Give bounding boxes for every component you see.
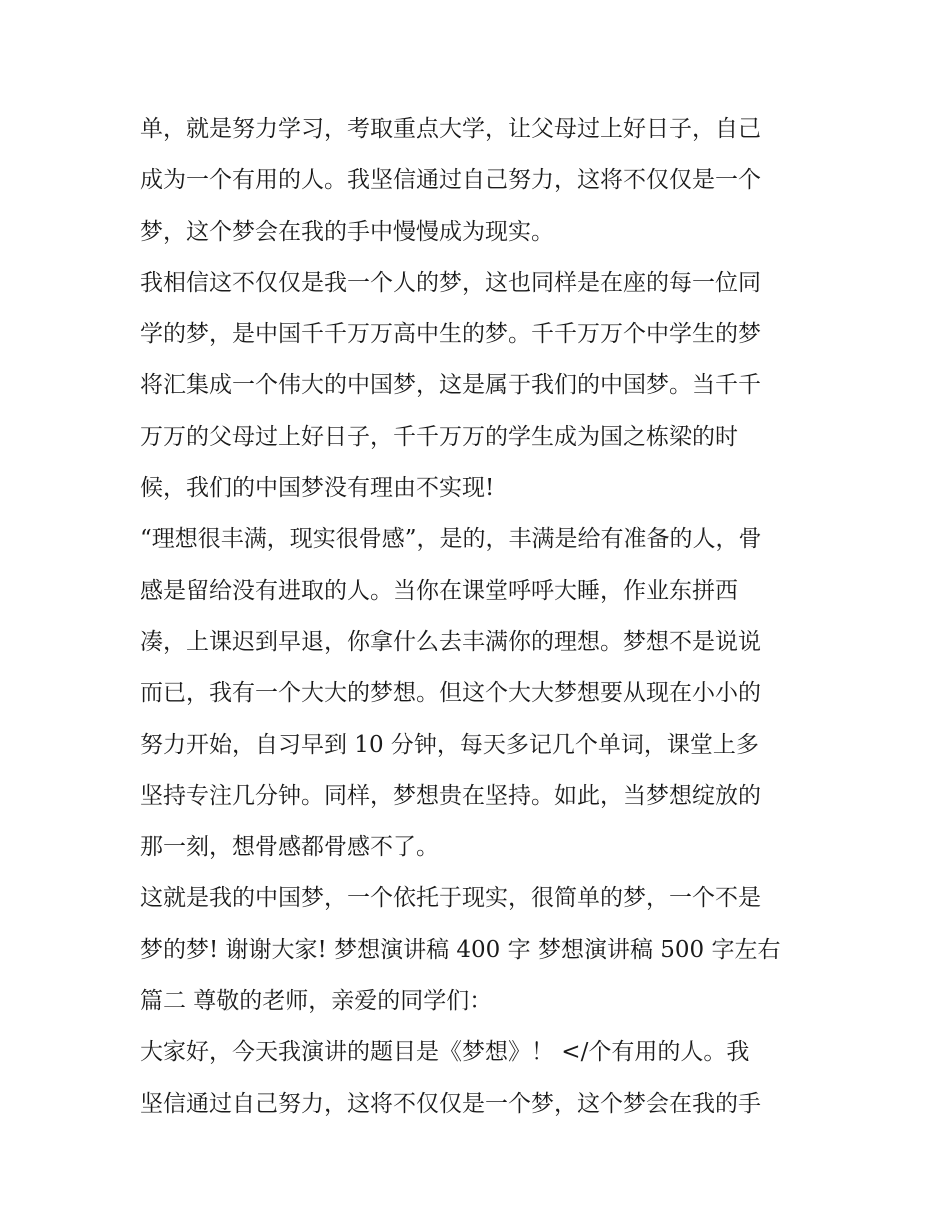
text-line: 篇二 尊敬的老师，亲爱的同学们： bbox=[140, 988, 493, 1015]
text-line: 努力开始，自习早到 10 分钟，每天多记几个单词，课堂上多 bbox=[140, 731, 759, 758]
text-line: 大家好，今天我演讲的题目是《梦想》！ </个有用的人。我 bbox=[140, 1039, 750, 1066]
text-line: 坚持专注几分钟。同样，梦想贵在坚持。如此，当梦想绽放的 bbox=[140, 782, 761, 809]
text-line: 将汇集成一个伟大的中国梦，这是属于我们的中国梦。当千千 bbox=[140, 372, 761, 399]
text-line: 凑，上课迟到早退，你拿什么去丰满你的理想。梦想不是说说 bbox=[140, 628, 761, 655]
text-line: 候，我们的中国梦没有理由不实现! bbox=[140, 475, 495, 502]
body-text bbox=[140, 104, 820, 1130]
text-line: “理想很丰满，现实很骨感”，是的，丰满是给有准备的人，骨 bbox=[140, 526, 762, 553]
text-line: 单，就是努力学习，考取重点大学，让父母过上好日子，自己 bbox=[140, 116, 761, 142]
text-line: 梦的梦! 谢谢大家! 梦想演讲稿 400 字 梦想演讲稿 500 字左右 bbox=[140, 936, 781, 963]
text-line: 而已，我有一个大大的梦想。但这个大大梦想要从现在小小的 bbox=[140, 680, 761, 707]
text-line: 感是留给没有进取的人。当你在课堂呼呼大睡，作业东拼西 bbox=[140, 577, 738, 604]
text-line: 我相信这不仅仅是我一个人的梦，这也同样是在座的每一位同 bbox=[140, 269, 761, 296]
text-line: 万万的父母过上好日子，千千万万的学生成为国之栋梁的时 bbox=[140, 423, 738, 450]
text-line: 成为一个有用的人。我坚信通过自己努力，这将不仅仅是一个 bbox=[140, 167, 761, 194]
text-line: 这就是我的中国梦，一个依托于现实，很简单的梦，一个不是 bbox=[140, 885, 761, 912]
text-line: 学的梦，是中国千千万万高中生的梦。千千万万个中学生的梦 bbox=[140, 321, 761, 348]
text-line: 梦，这个梦会在我的手中慢慢成为现实。 bbox=[140, 218, 554, 245]
text-line: 那一刻，想骨感都骨感不了。 bbox=[140, 834, 439, 861]
text-line: 坚信通过自己努力，这将不仅仅是一个梦，这个梦会在我的手 bbox=[140, 1090, 761, 1117]
